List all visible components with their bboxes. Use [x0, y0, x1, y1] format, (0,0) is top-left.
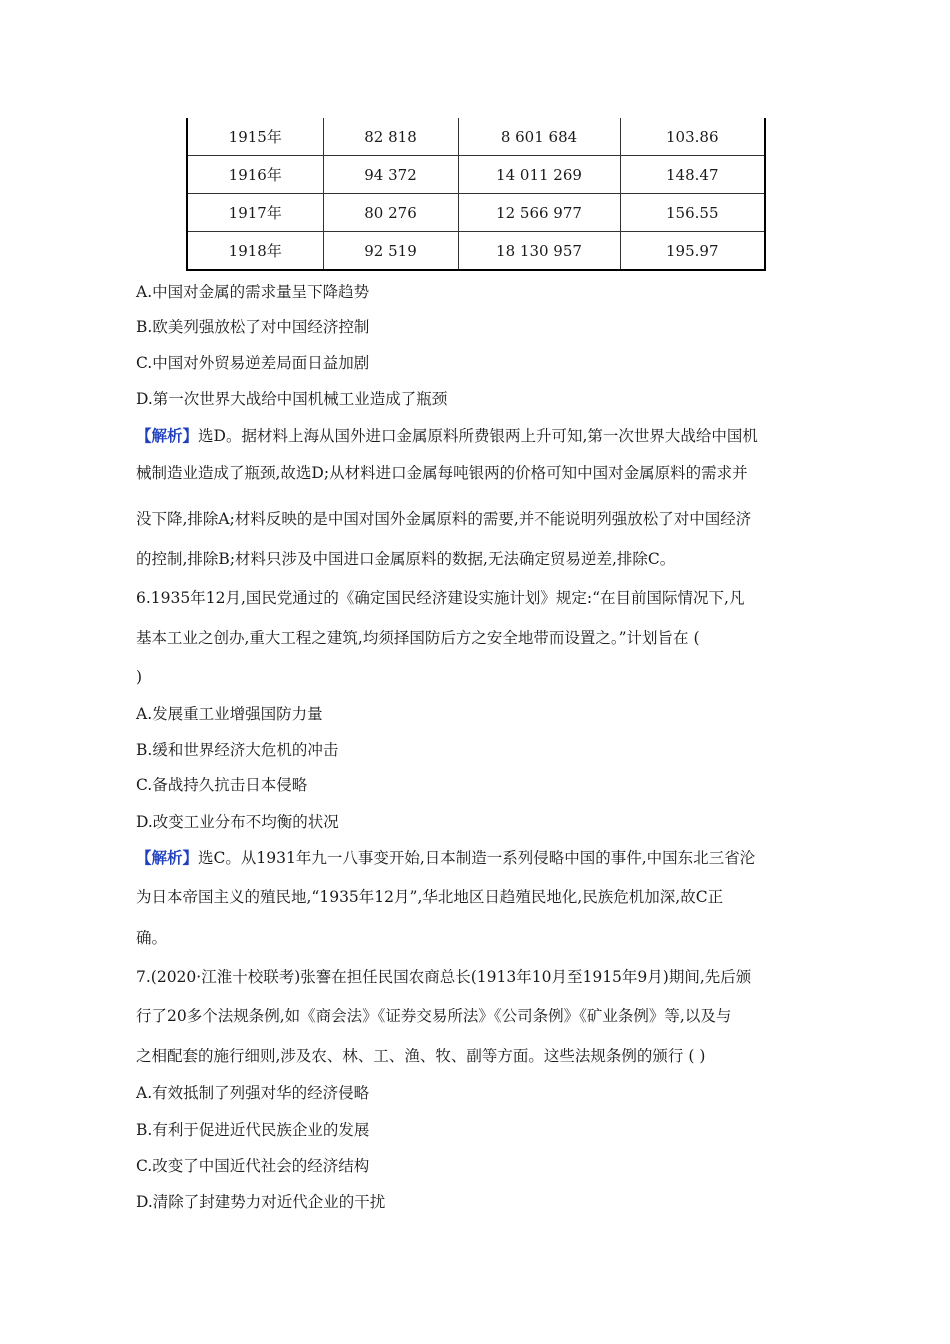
year-cell: 1916年 [187, 156, 323, 194]
q5-option-d: D.第一次世界大战给中国机械工业造成了瓶颈 [136, 390, 448, 408]
import-data-table [186, 118, 766, 271]
q6-option-d: D.改变工业分布不均衡的状况 [136, 813, 339, 831]
year-cell: 1917年 [187, 194, 323, 232]
q7-option-c: C.改变了中国近代社会的经济结构 [136, 1157, 370, 1175]
analysis-tag: 【解析】 [136, 848, 199, 867]
q5-analysis-line: 没下降,排除A;材料反映的是中国对国外金属原料的需要,并不能说明列强放松了对中国经济 [136, 510, 752, 528]
table-cell: 195.97 [620, 232, 765, 271]
table-row [187, 118, 765, 156]
analysis-text: 选C。从1931年九一八事变开始,日本制造一系列侵略中国的事件,中国东北三省沦 [198, 849, 756, 867]
q7-option-b: B.有利于促进近代民族企业的发展 [136, 1121, 370, 1139]
table-cell: 12 566 977 [458, 194, 620, 232]
q5-option-b: B.欧美列强放松了对中国经济控制 [136, 318, 370, 336]
q6-option-b: B.缓和世界经济大危机的冲击 [136, 741, 339, 759]
table-row [187, 156, 765, 194]
table-cell: 92 519 [323, 232, 458, 271]
q7-stem-line: 行了20多个法规条例,如《商会法》《证券交易所法》《公司条例》《矿业条例》等,以及与 [136, 1007, 732, 1025]
q7-option-a: A.有效抵制了列强对华的经济侵略 [136, 1084, 370, 1102]
q7-stem-line: 7.(2020·江淮十校联考)张謇在担任民国农商总长(1913年10月至1915年9月)期间,先后颁 [136, 968, 752, 986]
q6-analysis-line: 确。 [136, 929, 168, 947]
q6-stem-line: 基本工业之创办,重大工程之建筑,均须择国防后方之安全地带而设置之。”计划旨在 ( [136, 629, 700, 647]
table-cell: 94 372 [323, 156, 458, 194]
table-row [187, 194, 765, 232]
q7-option-d: D.清除了封建势力对近代企业的干扰 [136, 1193, 386, 1211]
q5-analysis-line [136, 426, 816, 446]
q5-analysis-line: 械制造业造成了瓶颈,故选D;从材料进口金属每吨银两的价格可知中国对金属原料的需求并 [136, 464, 748, 482]
table-cell: 18 130 957 [458, 232, 620, 271]
analysis-tag: 【解析】 [136, 426, 199, 445]
analysis-text: 选D。据材料上海从国外进口金属原料所费银两上升可知,第一次世界大战给中国机 [198, 427, 758, 445]
table-row [187, 232, 765, 271]
table-cell: 8 601 684 [458, 118, 620, 156]
table-cell: 14 011 269 [458, 156, 620, 194]
q6-stem-line: ) [136, 668, 143, 686]
q7-stem-line: 之相配套的施行细则,涉及农、林、工、渔、牧、副等方面。这些法规条例的颁行 ( ) [136, 1047, 706, 1065]
table-cell: 80 276 [323, 194, 458, 232]
table-cell: 82 818 [323, 118, 458, 156]
year-cell: 1915年 [187, 118, 323, 156]
q6-option-c: C.备战持久抗击日本侵略 [136, 776, 308, 794]
q5-option-c: C.中国对外贸易逆差局面日益加剧 [136, 354, 370, 372]
q6-option-a: A.发展重工业增强国防力量 [136, 705, 323, 723]
year-cell: 1918年 [187, 232, 323, 271]
table-cell: 156.55 [620, 194, 765, 232]
q5-analysis-line: 的控制,排除B;材料只涉及中国进口金属原料的数据,无法确定贸易逆差,排除C。 [136, 550, 676, 568]
table-cell: 148.47 [620, 156, 765, 194]
q6-stem-line: 6.1935年12月,国民党通过的《确定国民经济建设实施计划》规定:“在目前国际情况下,凡 [136, 589, 745, 607]
table-cell: 103.86 [620, 118, 765, 156]
q6-analysis-line [136, 848, 816, 868]
q6-analysis-line: 为日本帝国主义的殖民地,“1935年12月”,华北地区日趋殖民地化,民族危机加深,故C正 [136, 888, 724, 906]
q5-option-a: A.中国对金属的需求量呈下降趋势 [136, 283, 370, 301]
